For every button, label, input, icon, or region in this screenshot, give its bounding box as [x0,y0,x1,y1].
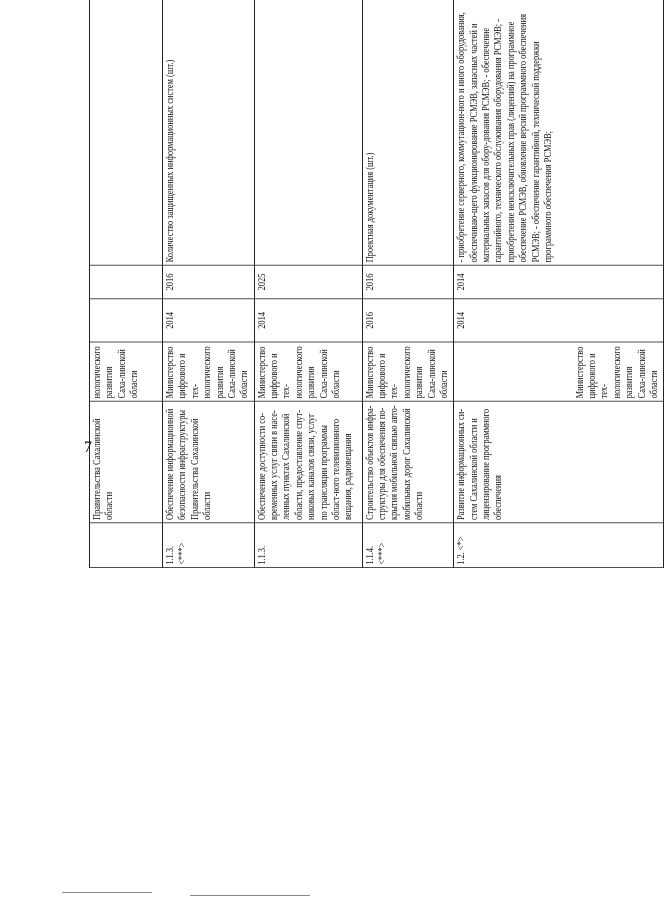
cell-indicator [254,0,362,265]
table-row [163,0,255,568]
cell-indicator: - приобретение серверного, коммутацион-ного и иного оборудования, обеспечиваю-щего функционирование РСМЭВ, запасных частей и материальных запасов для обору-дования РСМЭВ; - обеспечение гарантийного, технического обслуживания оборудования РСМЭВ; - приобретение неисключительных прав (лицензий) на программное обеспечение РСМЭВ, обновление версий программного обеспечения РСМЭВ; - обеспечение гарантийной, технической поддержки программного обеспечения РСМЭВ; [454,0,664,265]
cell-start: 2014 [454,299,664,342]
cell-executor: нологического развития Саха-линской области [90,342,163,401]
cell-end: 2025 [254,265,362,299]
scan-mark [62,892,152,893]
cell-start: 2014 [254,299,362,342]
cell-start: 2016 [362,299,454,342]
cell-name: Строительство объектов инфра-структуры для обеспечения по-крытия мобильной связью авто-мобильных дорог Сахалинской области [362,401,454,523]
cell-id: 1.1.3. [254,523,362,568]
page-number: 7 [84,439,92,456]
cell-name: Развитие информационных си-стем Сахалинской области и лицензирование программного обеспечения [454,401,664,523]
cell-start: 2014 [163,299,255,342]
cell-id [90,523,163,568]
cell-id: 1.1.4. <***> [362,523,454,568]
rotated-table-sheet [89,0,660,568]
cell-executor: Министерство цифрового и тех-нологического развития Саха-линской области [254,342,362,401]
cell-executor: Министерство цифрового и тех-нологического развития Саха-линской области [454,342,664,401]
table-row [90,0,163,568]
cell-executor: Министерство цифрового и тех-нологического развития Саха-линской области [362,342,454,401]
table-row [362,0,454,568]
cell-name: Обеспечение доступности со-временных услуг связи в насе-ленных пунктах Сахалинской области, предоставление спут-никовых каналов связи, услуг по трансляции программы област-ного телевизионного вещания, радиовещания [254,401,362,523]
cell-name: Обеспечение информационной безопасности инфраструктуры Правительства Сахалинской области [163,401,255,523]
cell-name: Правительства Сахалинской области [90,401,163,523]
cell-indicator [90,0,163,265]
cell-end: 2016 [163,265,255,299]
program-measures-table [89,0,664,568]
cell-id: 1.2. <*> [454,523,664,568]
cell-executor: Министерство цифрового и тех-нологического развития Саха-линской области [163,342,255,401]
cell-end [90,265,163,299]
cell-id: 1.1.3. <***> [163,523,255,568]
cell-end: 2016 [362,265,454,299]
scan-mark [190,895,310,896]
cell-indicator: Количество защищенных информационных систем (шт.) [163,0,255,265]
cell-end: 2014 [454,265,664,299]
cell-start [90,299,163,342]
table-row [454,0,664,568]
table-row [254,0,362,568]
cell-indicator: Проектная документация (шт.) [362,0,454,265]
